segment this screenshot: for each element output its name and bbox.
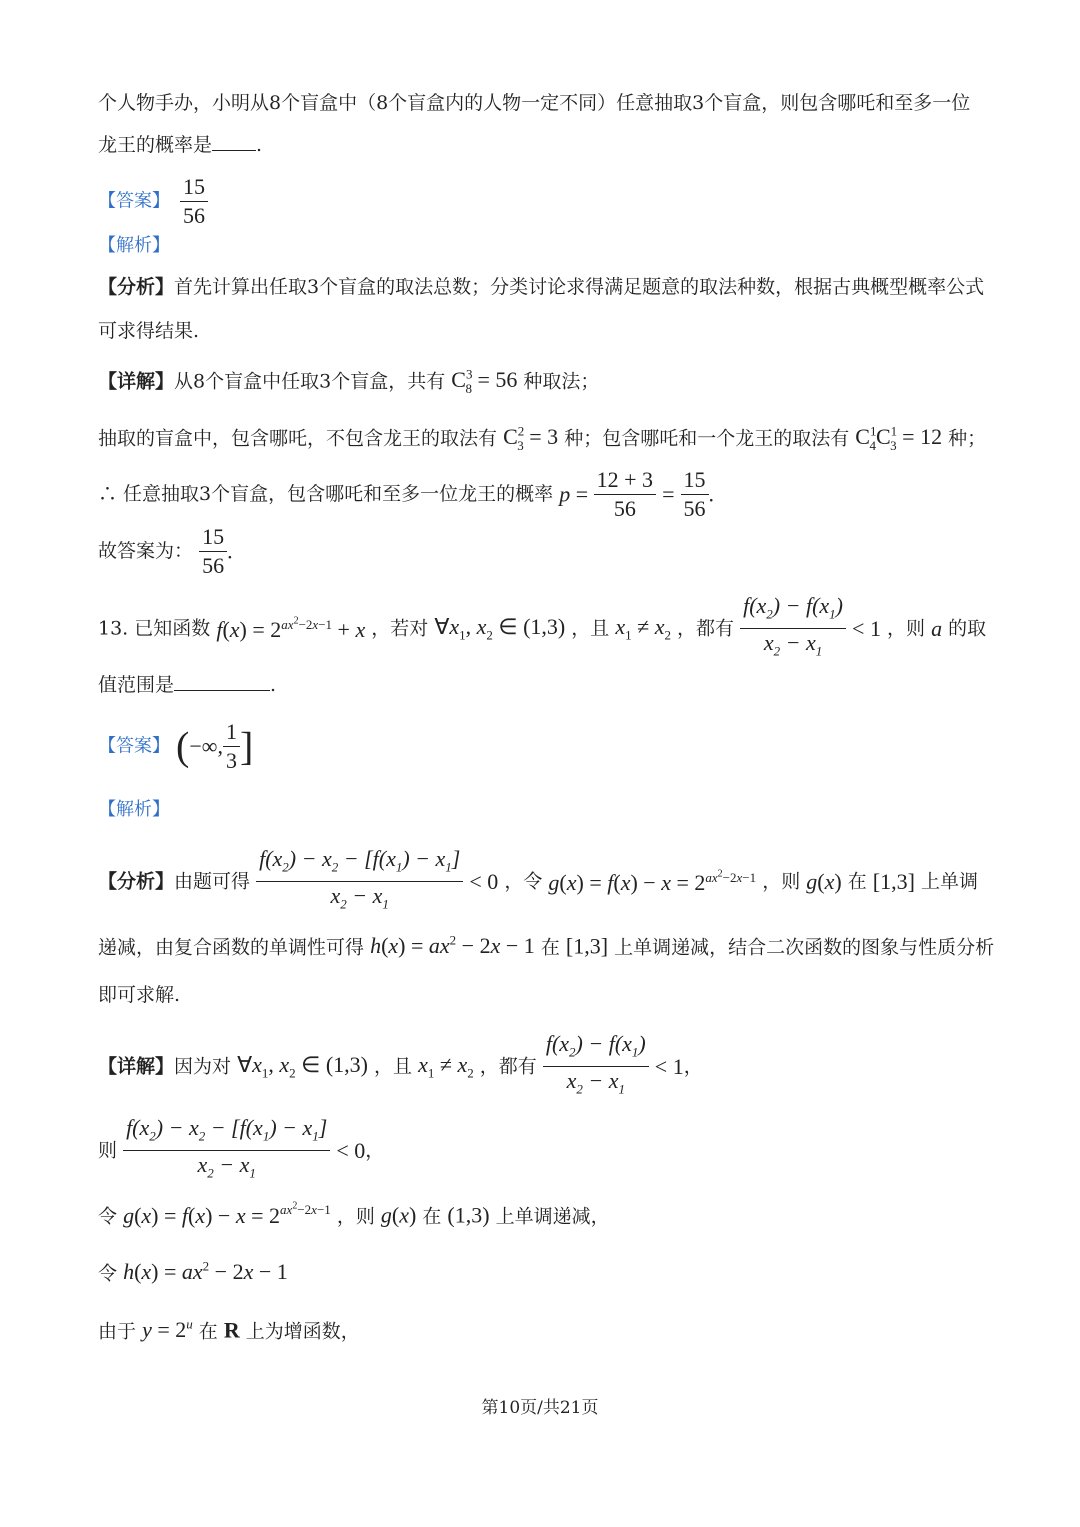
q12-answer-line [98,173,208,230]
answer-blank [174,690,270,691]
q13-stem-line-1: 13. 已知函数 $f(x) = 2^{ax^2-2x-1} + x$ ，若对 $\forall x_1$, $x_2$ ∈ (1,3) ，且 $x_1 \ne x_2$ ，都有 $\frac{f(x_2) - f(x_1)}{x_2 - x_1}$ < 1 ，则 a 的取 [98,592,986,666]
q13-youyu-line: 由于 $y = 2^u$ 在 R 上为增函数， [98,1317,360,1343]
xiangjie-condition-fraction: $\frac{f(x_2) - f(x_1)}{x_2 - x_1}$ [543,1030,649,1104]
q13-fenxi-line-3: 即可求解. [98,984,181,1006]
q12-count-line: 抽取的盲盒中，包含哪吒，不包含龙王的取法有 $C^2_3 = 3$ 种；包含哪吒和一个龙王的取法有 $C^1_4C^1_3 = 12$ 种； [98,424,987,453]
q13-xiangjie-line-1: 【详解】因为对 $\forall x_1$, $x_2$ ∈ (1,3) ，且 $x_1 \ne x_2$ ，都有 $\frac{f(x_2) - f(x_1)}{x_2 - x_1}$ < 1， [98,1030,703,1104]
q13-condition-fraction: $\frac{f(x_2) - f(x_1)}{x_2 - x_1}$ [740,592,846,666]
page-footer: 第10页/共21页 [481,1398,599,1418]
q12-xiangjie-line: 【详解】从8个盲盒中任取3个盲盒，共有 $C^3_8 = 56$ 种取法； [98,367,600,396]
q13-answer-line: 【答案】 (−∞, $\frac{1}{3}$ ] [98,719,254,773]
q12-fenxi-line-2: 可求得结果. [98,320,200,342]
answer-fraction: $\frac{1}{3}$ [223,718,240,775]
q13-stem-line-2: 值范围是 . [98,674,277,696]
answer-tag: 【答案】 [98,190,170,212]
q13-ling-line-1: 令 $g(x) = f(x) - x = 2^{ax^2-2x-1}$ ，则 g(x) 在 (1,3) 上单调递减， [98,1201,610,1228]
q12-analysis-tag: 【解析】 [98,235,170,256]
fraction-numerator: 15 [180,173,208,202]
fraction-denominator: 56 [183,203,206,228]
intro-line-1: 个人物手办，小明从8个盲盒中（8个盲盒内的人物一定不同）任意抽取3个盲盒，则包含哪吒和至多一位 [98,92,971,114]
q12-final-line: 故答案为： $\frac{15}{56}$ . [98,524,233,578]
q13-ling-line-2: 令 $h(x) = ax^2 - 2x - 1$ [98,1259,288,1285]
fenxi-fraction: $\frac{f(x_2) - x_2 - [f(x_1) - x_1]}{x_2 - x_1}$ [256,845,463,919]
answer-blank [212,150,256,151]
intro-line-2: 龙王的概率是 . [98,134,263,156]
answer-fraction [180,173,208,230]
probability-result-fraction: $\frac{15}{56}$ [681,466,709,523]
q13-fenxi-line-2: 递减，由复合函数的单调性可得 $h(x) = ax^2 - 2x - 1$ 在 [1,3] 上单调递减，结合二次函数的图象与性质分析 [98,933,995,959]
final-fraction: $\frac{15}{56}$ [199,523,227,580]
q12-fenxi-line-1: 【分析】首先计算出任取3个盲盒的取法总数；分类讨论求得满足题意的取法种数，根据古典概型概率公式 [98,276,985,298]
q13-analysis-tag: 【解析】 [98,799,170,820]
q12-probability-line: ∴ 任意抽取3个盲盒，包含哪吒和至多一位龙王的概率 p = $\frac{12 + 3}{56}$ = $\frac{15}{56}$ . [98,467,715,521]
q13-fenxi-line-1: 【分析】由题可得 $\frac{f(x_2) - x_2 - [f(x_1) - x_1]}{x_2 - x_1}$ < 0 ，令 $g(x) = f(x) - x = 2^{ax^2-2x-1}$ ，则 g(x) 在 [1,3] 上单调 [98,845,978,919]
q13-ze-line: 则 $\frac{f(x_2) - x_2 - [f(x_1) - x_1]}{x_2 - x_1}$ < 0， [98,1114,384,1188]
probability-fraction: $\frac{12 + 3}{56}$ [594,466,656,523]
ze-fraction: $\frac{f(x_2) - x_2 - [f(x_1) - x_1]}{x_2 - x_1}$ [123,1114,330,1188]
